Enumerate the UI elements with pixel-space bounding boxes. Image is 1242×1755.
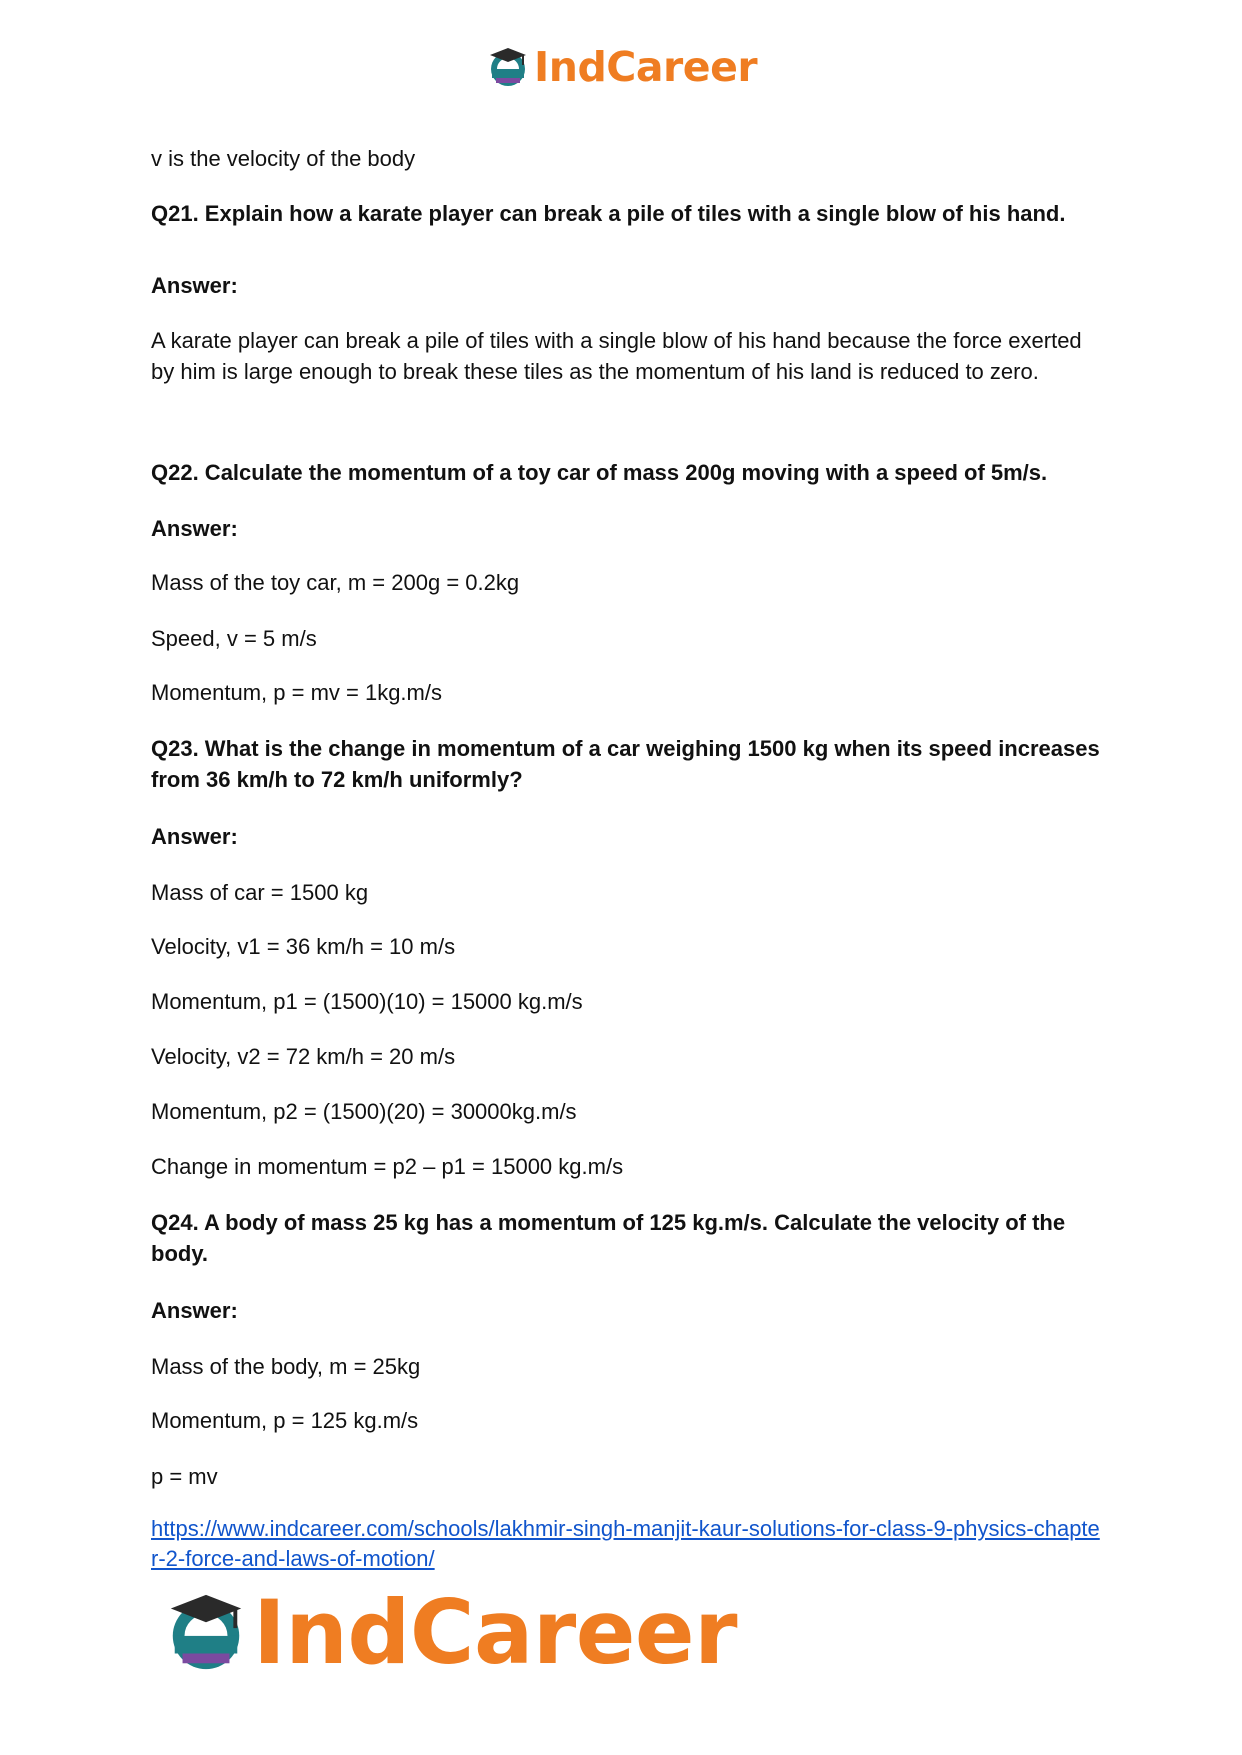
question-q21: Q21. Explain how a karate player can break a pile of tiles with a single blow of his hand.	[151, 201, 1066, 226]
text-line: Velocity, v1 = 36 km/h = 10 m/s	[151, 934, 456, 959]
question-q22: Q22. Calculate the momentum of a toy car of mass 200g moving with a speed of 5m/s.	[151, 460, 1048, 485]
text-line: Mass of the body, m = 25kg	[151, 1354, 421, 1379]
question-q23: Q23. What is the change in momentum of a car weighing 1500 kg when its speed increases from 36 km/h to 72 km/h uniformly?	[151, 736, 1100, 792]
answer-label: Answer:	[151, 273, 238, 298]
text-line: Mass of the toy car, m = 200g = 0.2kg	[151, 570, 520, 595]
text-line: p = mv	[151, 1464, 218, 1489]
text-line: v is the velocity of the body	[151, 146, 416, 171]
source-link[interactable]: https://www.indcareer.com/schools/lakhmir-singh-manjit-kaur-solutions-for-class-9-physics-chapter-2-force-and-laws-of-motion/	[151, 1516, 1100, 1571]
text-line: Velocity, v2 = 72 km/h = 20 m/s	[151, 1044, 456, 1069]
footer-logo	[163, 1580, 738, 1684]
text-line: Momentum, p = mv = 1kg.m/s	[151, 680, 442, 705]
text-line: Momentum, p2 = (1500)(20) = 30000kg.m/s	[151, 1099, 577, 1124]
text-line: A karate player can break a pile of tiles with a single blow of his hand because the force exerted by him is large enough to break these tiles as the momentum of his land is reduced to zero.	[151, 328, 1082, 384]
logo-text: IndCareer	[534, 43, 758, 91]
answer-label: Answer:	[151, 516, 238, 541]
document-body	[151, 143, 1101, 1503]
text-line: Change in momentum = p2 – p1 = 15000 kg.m/s	[151, 1154, 624, 1179]
question-q24: Q24. A body of mass 25 kg has a momentum of 125 kg.m/s. Calculate the velocity of the body.	[151, 1210, 1066, 1266]
text-line: Momentum, p1 = (1500)(10) = 15000 kg.m/s	[151, 989, 583, 1014]
logo-text: IndCareer	[253, 1580, 738, 1684]
graduation-cap-book-icon	[486, 45, 530, 89]
graduation-cap-book-icon	[163, 1589, 249, 1675]
text-line: Momentum, p = 125 kg.m/s	[151, 1408, 419, 1433]
header-logo	[486, 42, 757, 92]
answer-label: Answer:	[151, 1298, 238, 1323]
answer-label: Answer:	[151, 824, 238, 849]
text-line: Speed, v = 5 m/s	[151, 626, 317, 651]
text-line: Mass of car = 1500 kg	[151, 880, 369, 905]
